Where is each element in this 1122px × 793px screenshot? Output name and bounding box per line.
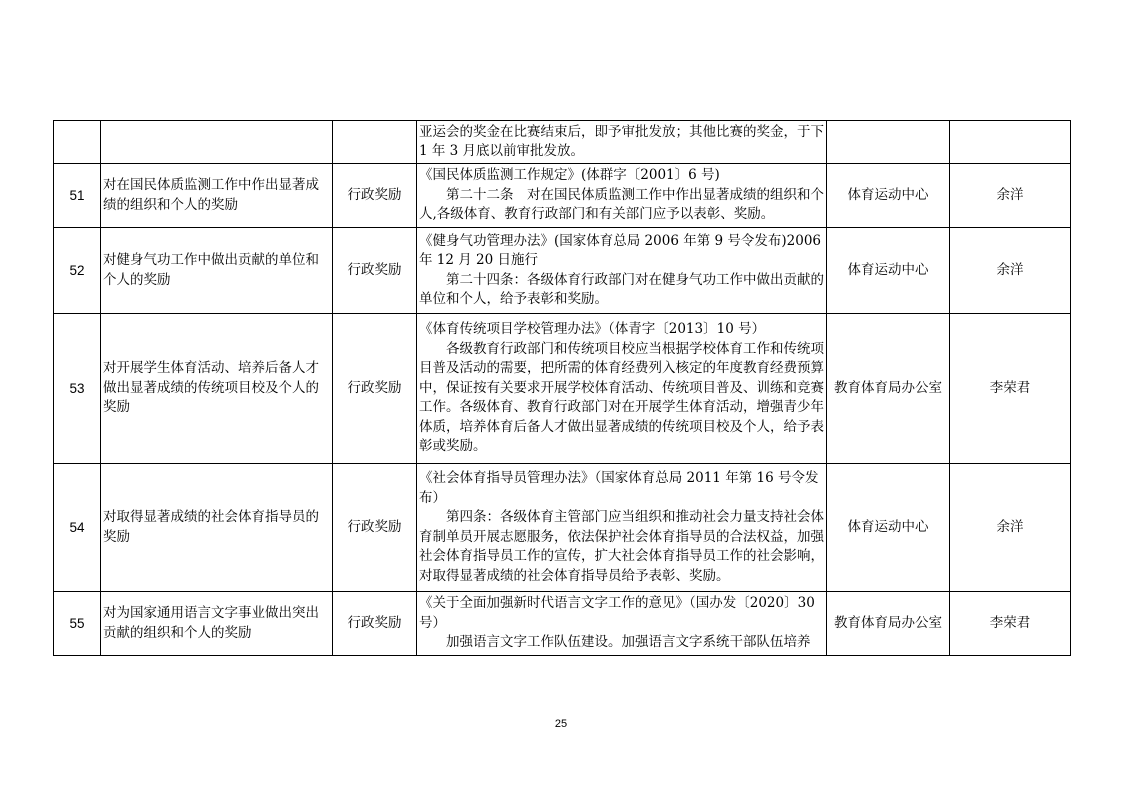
item-name: 对开展学生体育活动、培养后备人才做出显著成绩的传统项目校及个人的奖励: [101, 314, 333, 464]
row-number: 54: [54, 464, 101, 592]
basis-body: 亚运会的奖金在比赛结束后，即予审批发放；其他比赛的奖金，于下 1 年 3 月底以前审批发放。: [419, 123, 824, 159]
table-row-51: [54, 164, 1071, 228]
page-number: 25: [554, 718, 568, 730]
responsible-person: 余洋: [950, 164, 1071, 228]
item-name: 对为国家通用语言文字事业做出突出贡献的组织和个人的奖励: [101, 592, 333, 656]
basis-title: 《关于全面加强新时代语言文字工作的意见》（国办发〔2020〕30 号）: [419, 595, 815, 631]
responsible-person: [950, 121, 1071, 164]
item-category: [333, 121, 417, 164]
row-number: 53: [54, 314, 101, 464]
basis-title: 《健身气功管理办法》(国家体育总局 2006 年第 9 号令发布)2006 年 12 月 20 日施行: [419, 232, 822, 268]
responsible-department: 教育体育局办公室: [827, 592, 950, 656]
item-name: 对取得显著成绩的社会体育指导员的奖励: [101, 464, 333, 592]
table-row-53: [54, 314, 1071, 464]
basis-body: 各级教育行政部门和传统项目校应当根据学校体育工作和传统项目普及活动的需要，把所需的体育经费列入核定的年度教育经费预算中，保证按有关要求开展学校体育活动、传统项目普及、训练和竞赛工作。各级体育、教育行政部门对在开展学生体育活动，增强青少年体质，培养体育后备人才做出显著成绩的传统项目校及个人，给予表彰或奖励。: [419, 340, 824, 455]
basis-title: 《体育传统项目学校管理办法》（体青字〔2013〕10 号）: [419, 321, 766, 338]
basis-body: 第四条：各级体育主管部门应当组织和推动社会力量支持社会体育制单员开展志愿服务，依法保护社会体育指导员的合法权益，加强社会体育指导员工作的宣传，扩大社会体育指导员工作的社会影响，对取得显著成绩的社会体育指导员给予表彰、奖励。: [419, 509, 824, 584]
responsible-person: 余洋: [950, 464, 1071, 592]
row-number: [54, 121, 101, 164]
legal-basis: [417, 592, 827, 656]
item-category: 行政奖励: [333, 314, 417, 464]
basis-body: 第二十二条 对在国民体质监测工作中作出显著成绩的组织和个人,各级体育、教育行政部门和有关部门应予以表彰、奖励。: [419, 186, 824, 223]
legal-basis: [417, 314, 827, 464]
responsible-department: [827, 121, 950, 164]
table-row-55: [54, 592, 1071, 656]
responsible-department: 体育运动中心: [827, 464, 950, 592]
table-row-continued: [54, 121, 1071, 164]
item-category: 行政奖励: [333, 464, 417, 592]
row-number: 51: [54, 164, 101, 228]
legal-basis: [417, 464, 827, 592]
basis-body: 加强语言文字工作队伍建设。加强语言文字系统干部队伍培养: [446, 634, 811, 651]
basis-body: 第二十四条：各级体育行政部门对在健身气功工作中做出贡献的单位和个人，给予表彰和奖励。: [419, 271, 824, 307]
row-number: 52: [54, 228, 101, 314]
responsible-department: 体育运动中心: [827, 164, 950, 228]
responsible-person: 李荣君: [950, 592, 1071, 656]
item-category: 行政奖励: [333, 164, 417, 228]
table-row-54: [54, 464, 1071, 592]
legal-basis: [417, 228, 827, 314]
responsible-department: 体育运动中心: [827, 228, 950, 314]
legal-basis: [417, 164, 827, 228]
table-row-52: [54, 228, 1071, 314]
row-number: 55: [54, 592, 101, 656]
item-name: 对健身气功工作中做出贡献的单位和个人的奖励: [101, 228, 333, 314]
item-category: 行政奖励: [333, 592, 417, 656]
basis-title: 《社会体育指导员管理办法》（国家体育总局 2011 年第 16 号令发布）: [419, 470, 819, 506]
responsible-department: 教育体育局办公室: [827, 314, 950, 464]
power-list-table: [53, 120, 1071, 656]
item-name: 对在国民体质监测工作中作出显著成绩的组织和个人的奖励: [101, 164, 333, 228]
responsible-person: 李荣君: [950, 314, 1071, 464]
item-category: 行政奖励: [333, 228, 417, 314]
item-name: [101, 121, 333, 164]
responsible-person: 余洋: [950, 228, 1071, 314]
legal-basis: [417, 121, 827, 164]
basis-title: 《国民体质监测工作规定》(体群字〔2001〕6 号): [419, 167, 720, 184]
